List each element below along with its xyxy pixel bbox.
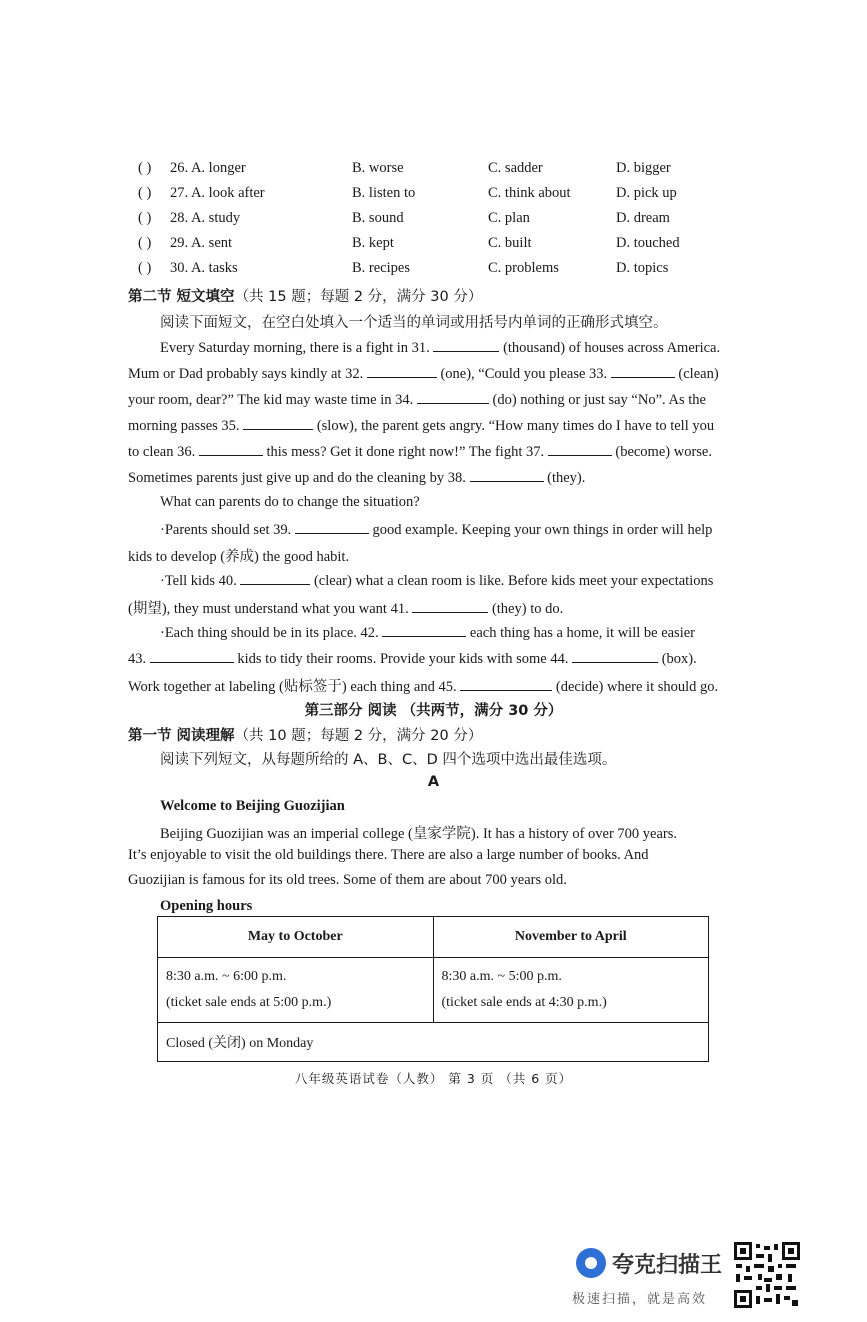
- table-cell-summer-hours: [158, 958, 434, 1023]
- table-row: [158, 1023, 709, 1062]
- mcq-row-27: [138, 185, 738, 207]
- article-paragraph-line: Guozijian is famous for its old trees. Some of them are about 700 years old.: [128, 872, 567, 888]
- mcq-row-29: [138, 235, 738, 257]
- passage-text: (box).: [661, 651, 697, 667]
- passage-text: (they) to do.: [491, 601, 564, 617]
- option-d: D. topics: [616, 260, 669, 276]
- passage-text: 43.: [128, 651, 147, 667]
- table-row: [158, 958, 709, 1023]
- passage-text: (clear) what a clean room is like. Before kids meet your expectations: [313, 573, 714, 589]
- part-3-title: 第三部分 阅读 （共两节，满分 30 分）: [304, 703, 563, 719]
- passage-line: [160, 520, 712, 539]
- passage-text: (thousand) of houses across America.: [503, 340, 721, 356]
- passage-line: [128, 442, 712, 461]
- passage-text: your room, dear?” The kid may waste time in 34.: [128, 392, 414, 408]
- winter-time: 8:30 a.m. ~ 5:00 p.m.: [441, 969, 562, 984]
- passage-line: [128, 468, 585, 487]
- passage-text: Work together at labeling (贴标签于) each thing and 45.: [128, 679, 457, 695]
- option-a: 29. A. sent: [170, 235, 233, 251]
- section-2-heading: [128, 285, 482, 306]
- passage-text: Sometimes parents just give up and do the cleaning by 38.: [128, 470, 466, 486]
- article-paragraph-line: It’s enjoyable to visit the old buildings there. There are also a large number of books. And: [128, 847, 649, 863]
- option-d: D. bigger: [616, 160, 671, 176]
- option-b: B. sound: [352, 210, 404, 226]
- passage-line: [128, 416, 714, 435]
- passage-text: ·Tell kids 40.: [160, 573, 237, 589]
- blank-39[interactable]: [295, 520, 369, 534]
- blank-35[interactable]: [243, 416, 313, 430]
- mcq-row-28: [138, 210, 738, 232]
- part-3-instruction: 阅读下列短文，从每题所给的 A、B、C、D 四个选项中选出最佳选项。: [160, 752, 617, 768]
- section-2-instruction: 阅读下面短文，在空白处填入一个适当的单词或用括号内单词的正确形式填空。: [160, 315, 668, 331]
- option-a: 28. A. study: [170, 210, 241, 226]
- passage-line: [160, 571, 713, 590]
- passage-text: kids to tidy their rooms. Provide your kids with some 44.: [237, 651, 569, 667]
- table-header-may-october: May to October: [158, 917, 434, 958]
- passage-text: (do) nothing or just say “No”. As the: [492, 392, 706, 408]
- blank-32[interactable]: [367, 364, 437, 378]
- blank-42[interactable]: [382, 623, 466, 637]
- quark-logo-icon: [576, 1248, 606, 1278]
- option-d: D. touched: [616, 235, 680, 251]
- passage-text: each thing has a home, it will be easier: [469, 625, 695, 641]
- option-b: B. recipes: [352, 260, 410, 276]
- passage-line: kids to develop (养成) the good habit.: [128, 549, 350, 565]
- passage-question: What can parents do to change the situation?: [160, 494, 420, 510]
- article-title: Welcome to Beijing Guozijian: [160, 798, 345, 814]
- part-3-section-1-heading: [128, 724, 482, 745]
- blank-43[interactable]: [150, 649, 234, 663]
- passage-line: [128, 364, 719, 383]
- option-c: C. problems: [488, 260, 559, 276]
- winter-ticket-note: (ticket sale ends at 4:30 p.m.): [441, 995, 607, 1010]
- option-a: 30. A. tasks: [170, 260, 238, 276]
- section-2-title: 第二节 短文填空: [128, 289, 235, 305]
- blank-44[interactable]: [572, 649, 658, 663]
- passage-text: this mess? Get it done right now!” The fight 37.: [266, 444, 545, 460]
- option-b: B. worse: [352, 160, 404, 176]
- option-a: 26. A. longer: [170, 160, 246, 176]
- watermark-subtitle: 极速扫描，就是高效: [572, 1292, 708, 1307]
- summer-time: 8:30 a.m. ~ 6:00 p.m.: [166, 969, 287, 984]
- passage-letter: A: [427, 774, 440, 790]
- passage-text: (decide) where it should go.: [555, 679, 719, 695]
- option-c: C. sadder: [488, 160, 543, 176]
- passage-text: to clean 36.: [128, 444, 196, 460]
- passage-text: Mum or Dad probably says kindly at 32.: [128, 366, 364, 382]
- option-d: D. pick up: [616, 185, 677, 201]
- passage-text: ·Parents should set 39.: [160, 522, 292, 538]
- section-1-note: （共 10 题；每题 2 分，满分 20 分）: [234, 728, 483, 744]
- passage-text: (slow), the parent gets angry. “How many times do I have to tell you: [316, 418, 715, 434]
- mcq-row-30: [138, 260, 738, 282]
- passage-line: [128, 649, 697, 668]
- article-paragraph-line: Beijing Guozijian was an imperial college (皇家学院). It has a history of over 700 years.: [160, 826, 678, 842]
- blank-31[interactable]: [433, 338, 499, 352]
- answer-paren[interactable]: ( ): [138, 160, 152, 176]
- passage-line: [128, 597, 563, 618]
- summer-ticket-note: (ticket sale ends at 5:00 p.m.): [166, 995, 332, 1010]
- page-footer: 八年级英语试卷（人教） 第 3 页 （共 6 页）: [294, 1071, 573, 1086]
- passage-line: [128, 675, 718, 696]
- blank-40[interactable]: [240, 571, 310, 585]
- answer-paren[interactable]: ( ): [138, 185, 152, 201]
- section-2-note: （共 15 题；每题 2 分，满分 30 分）: [234, 289, 483, 305]
- table-header-row: [158, 917, 709, 958]
- table-cell-closed-note: Closed (关闭) on Monday: [158, 1023, 709, 1062]
- passage-line: [160, 623, 695, 642]
- passage-text: morning passes 35.: [128, 418, 240, 434]
- opening-hours-label: Opening hours: [160, 898, 253, 914]
- qr-code-icon: [734, 1242, 800, 1308]
- opening-hours-table: [157, 916, 709, 1062]
- answer-paren[interactable]: ( ): [138, 235, 152, 251]
- mcq-row-26: [138, 160, 738, 182]
- option-c: C. think about: [488, 185, 571, 201]
- passage-text: (become) worse.: [615, 444, 712, 460]
- passage-line: [160, 338, 720, 357]
- passage-text: Every Saturday morning, there is a fight in 31.: [160, 340, 430, 356]
- blank-36[interactable]: [199, 442, 263, 456]
- table-header-november-april: November to April: [433, 917, 709, 958]
- blank-41[interactable]: [412, 599, 488, 613]
- option-d: D. dream: [616, 210, 670, 226]
- blank-38[interactable]: [470, 468, 544, 482]
- passage-text: (one), “Could you please 33.: [440, 366, 608, 382]
- table-cell-winter-hours: [433, 958, 709, 1023]
- option-a: 27. A. look after: [170, 185, 265, 201]
- blank-33[interactable]: [611, 364, 675, 378]
- passage-text: (clean): [678, 366, 719, 382]
- passage-line: [128, 390, 706, 409]
- answer-paren[interactable]: ( ): [138, 260, 152, 276]
- passage-text: (they).: [547, 470, 586, 486]
- option-c: C. built: [488, 235, 532, 251]
- option-c: C. plan: [488, 210, 530, 226]
- blank-34[interactable]: [417, 390, 489, 404]
- passage-text: ·Each thing should be in its place. 42.: [160, 625, 379, 641]
- passage-text: good example. Keeping your own things in order will help: [372, 522, 713, 538]
- section-1-title: 第一节 阅读理解: [128, 728, 235, 744]
- blank-45[interactable]: [460, 677, 552, 691]
- blank-37[interactable]: [548, 442, 612, 456]
- passage-text: (期望), they must understand what you want 41.: [128, 601, 409, 617]
- option-b: B. kept: [352, 235, 394, 251]
- answer-paren[interactable]: ( ): [138, 210, 152, 226]
- watermark-title: 夸克扫描王: [612, 1253, 723, 1278]
- option-b: B. listen to: [352, 185, 416, 201]
